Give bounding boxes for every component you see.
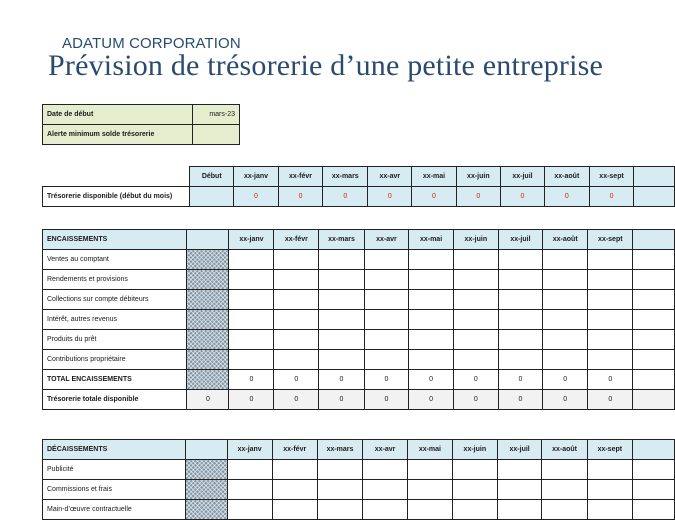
encaissement-label: Collections sur compte débiteurs (43, 290, 187, 310)
encaissement-label: Ventes au comptant (43, 250, 187, 270)
tresorerie-totale-cell: 0 (543, 390, 588, 410)
encaissement-row (43, 310, 675, 330)
encaissements-debut-header (187, 230, 229, 250)
encaissement-debut-cell (187, 310, 229, 330)
decaissement-cell[interactable] (227, 480, 272, 500)
encaissement-cell[interactable] (543, 250, 588, 270)
cash-month-cell[interactable]: 0 (234, 187, 279, 207)
cash-available-row (43, 187, 675, 207)
page-title: Prévision de trésorerie d’une petite entreprise (48, 49, 604, 82)
encaissement-cell[interactable] (633, 350, 675, 370)
total-encaissements-cell: 0 (319, 370, 364, 390)
encaissement-cell[interactable] (633, 330, 675, 350)
decaissement-cell[interactable] (632, 500, 674, 520)
decaissements-month-header: xx-mars (317, 440, 363, 460)
encaissement-row (43, 350, 675, 370)
decaissement-cell[interactable] (272, 460, 317, 480)
encaissement-cell[interactable] (453, 290, 498, 310)
encaissement-cell[interactable] (633, 290, 675, 310)
encaissements-header: ENCAISSEMENTS (43, 230, 187, 250)
encaissement-cell[interactable] (409, 330, 454, 350)
encaissement-cell[interactable] (229, 290, 274, 310)
encaissement-cell[interactable] (364, 350, 409, 370)
encaissement-cell[interactable] (453, 350, 498, 370)
encaissement-cell[interactable] (274, 330, 319, 350)
encaissement-cell[interactable] (229, 310, 274, 330)
encaissement-cell[interactable] (543, 350, 588, 370)
encaissement-row (43, 250, 675, 270)
decaissement-cell[interactable] (317, 500, 363, 520)
cash-month-cell[interactable]: 0 (501, 187, 545, 207)
encaissement-cell[interactable] (453, 310, 498, 330)
decaissements-month-header: xx-sept (587, 440, 632, 460)
debut-header: Début (190, 167, 234, 187)
cash-month-cell-overflow[interactable] (634, 187, 675, 207)
total-encaissements-cell: 0 (364, 370, 409, 390)
decaissement-cell[interactable] (272, 480, 317, 500)
decaissement-cell[interactable] (587, 500, 632, 520)
encaissements-month-header: xx-avr (364, 230, 409, 250)
cash-month-cell[interactable]: 0 (323, 187, 368, 207)
decaissements-debut-header (185, 440, 227, 460)
cash-month-header: xx-juin (456, 167, 500, 187)
start-date-value[interactable]: mars-23 (193, 105, 240, 125)
decaissement-cell[interactable] (363, 500, 408, 520)
encaissements-month-header: xx-juil (498, 230, 542, 250)
encaissement-cell[interactable] (633, 250, 675, 270)
encaissement-cell[interactable] (274, 270, 319, 290)
encaissement-cell[interactable] (274, 350, 319, 370)
decaissement-cell[interactable] (632, 480, 674, 500)
total-encaissements-cell: 0 (229, 370, 274, 390)
cash-month-cell[interactable]: 0 (544, 187, 589, 207)
encaissement-cell[interactable] (633, 310, 675, 330)
decaissement-cell[interactable] (542, 480, 587, 500)
decaissement-cell[interactable] (317, 460, 363, 480)
total-encaissements-cell: 0 (543, 370, 588, 390)
decaissement-cell[interactable] (452, 500, 497, 520)
cash-month-header: xx-juil (501, 167, 545, 187)
decaissement-cell[interactable] (632, 460, 674, 480)
alert-label: Alerte minimum solde trésorerie (43, 125, 193, 145)
encaissement-cell[interactable] (319, 350, 364, 370)
start-date-row (43, 105, 240, 125)
encaissement-row (43, 290, 675, 310)
tresorerie-totale-cell-overflow (633, 390, 675, 410)
encaissement-debut-cell (187, 250, 229, 270)
decaissements-month-header: xx-avr (363, 440, 408, 460)
decaissement-row (43, 500, 675, 520)
encaissement-cell[interactable] (588, 330, 633, 350)
decaissement-cell[interactable] (452, 480, 497, 500)
decaissement-debut-cell (185, 480, 227, 500)
tresorerie-totale-cell: 0 (274, 390, 319, 410)
cash-month-header: xx-mars (323, 167, 368, 187)
cash-month-header: xx-avr (368, 167, 412, 187)
cash-month-cell[interactable]: 0 (278, 187, 322, 207)
decaissement-cell[interactable] (497, 480, 542, 500)
decaissement-cell[interactable] (587, 480, 632, 500)
encaissement-cell[interactable] (364, 270, 409, 290)
encaissement-cell[interactable] (229, 270, 274, 290)
decaissement-cell[interactable] (497, 460, 542, 480)
cash-month-header: xx-août (544, 167, 589, 187)
encaissement-debut-cell (187, 270, 229, 290)
cash-month-header-overflow (634, 167, 675, 187)
encaissement-cell[interactable] (364, 250, 409, 270)
encaissement-cell[interactable] (364, 310, 409, 330)
cash-header-row (43, 167, 675, 187)
decaissements-month-header-overflow (632, 440, 674, 460)
encaissement-cell[interactable] (498, 250, 542, 270)
decaissement-cell[interactable] (272, 500, 317, 520)
tresorerie-totale-debut-cell: 0 (187, 390, 229, 410)
cash-month-header: xx-sept (589, 167, 634, 187)
encaissement-cell[interactable] (409, 250, 454, 270)
encaissement-cell[interactable] (588, 310, 633, 330)
cash-month-cell[interactable]: 0 (412, 187, 456, 207)
encaissement-row (43, 330, 675, 350)
decaissement-row (43, 460, 675, 480)
decaissements-month-header: xx-mai (407, 440, 452, 460)
decaissement-label: Commissions et frais (43, 480, 186, 500)
encaissement-cell[interactable] (543, 290, 588, 310)
encaissement-debut-cell (187, 290, 229, 310)
total-encaissements-cell-overflow (633, 370, 675, 390)
encaissements-month-header: xx-août (543, 230, 588, 250)
total-encaissements-row (43, 370, 675, 390)
encaissement-cell[interactable] (588, 250, 633, 270)
encaissement-label: Intérêt, autres revenus (43, 310, 187, 330)
cash-month-cell[interactable]: 0 (456, 187, 500, 207)
encaissements-month-header: xx-mars (319, 230, 364, 250)
cash-month-header: xx-févr (278, 167, 322, 187)
encaissement-label: Produits du prêt (43, 330, 187, 350)
decaissements-header-row (43, 440, 675, 460)
tresorerie-totale-cell: 0 (229, 390, 274, 410)
encaissements-month-header: xx-mai (409, 230, 454, 250)
encaissement-cell[interactable] (364, 330, 409, 350)
encaissement-cell[interactable] (274, 290, 319, 310)
encaissement-cell[interactable] (498, 310, 542, 330)
encaissement-cell[interactable] (319, 270, 364, 290)
alert-value[interactable] (193, 125, 240, 145)
encaissement-cell[interactable] (498, 270, 542, 290)
total-encaissements-debut-cell (187, 370, 229, 390)
encaissements-month-header: xx-févr (274, 230, 319, 250)
tresorerie-totale-label: Trésorerie totale disponible (43, 390, 187, 410)
decaissement-debut-cell (185, 500, 227, 520)
decaissement-cell[interactable] (227, 460, 272, 480)
encaissement-cell[interactable] (453, 250, 498, 270)
tresorerie-totale-row (43, 390, 675, 410)
encaissement-row (43, 270, 675, 290)
tresorerie-totale-cell: 0 (409, 390, 454, 410)
decaissement-cell[interactable] (407, 480, 452, 500)
total-encaissements-cell: 0 (453, 370, 498, 390)
encaissement-cell[interactable] (543, 330, 588, 350)
empty-header-cell (43, 167, 190, 187)
total-encaissements-cell: 0 (274, 370, 319, 390)
tresorerie-totale-cell: 0 (588, 390, 633, 410)
encaissement-cell[interactable] (409, 290, 454, 310)
encaissements-table (42, 229, 675, 410)
tresorerie-totale-cell: 0 (364, 390, 409, 410)
decaissement-label: Main-d’œuvre contractuelle (43, 500, 186, 520)
total-encaissements-label: TOTAL ENCAISSEMENTS (43, 370, 187, 390)
encaissement-debut-cell (187, 330, 229, 350)
encaissement-cell[interactable] (409, 350, 454, 370)
settings-table (42, 104, 240, 145)
decaissement-cell[interactable] (407, 460, 452, 480)
encaissement-cell[interactable] (453, 270, 498, 290)
cash-month-cell[interactable]: 0 (368, 187, 412, 207)
decaissements-month-header: xx-janv (227, 440, 272, 460)
encaissements-month-header: xx-janv (229, 230, 274, 250)
start-date-label: Date de début (43, 105, 193, 125)
encaissement-cell[interactable] (274, 310, 319, 330)
decaissement-cell[interactable] (542, 460, 587, 480)
encaissement-cell[interactable] (498, 350, 542, 370)
encaissement-cell[interactable] (319, 310, 364, 330)
encaissement-cell[interactable] (319, 250, 364, 270)
cash-month-header: xx-janv (234, 167, 279, 187)
decaissement-cell[interactable] (542, 500, 587, 520)
encaissement-cell[interactable] (409, 310, 454, 330)
decaissements-month-header: xx-juin (452, 440, 497, 460)
encaissements-month-header: xx-juin (453, 230, 498, 250)
encaissement-cell[interactable] (453, 330, 498, 350)
encaissement-cell[interactable] (274, 250, 319, 270)
decaissements-month-header: xx-févr (272, 440, 317, 460)
encaissements-header-row (43, 230, 675, 250)
encaissement-cell[interactable] (319, 330, 364, 350)
cash-month-cell[interactable]: 0 (589, 187, 634, 207)
cash-debut-cell[interactable] (190, 187, 234, 207)
decaissement-cell[interactable] (363, 480, 408, 500)
tresorerie-totale-cell: 0 (319, 390, 364, 410)
tresorerie-totale-cell: 0 (453, 390, 498, 410)
total-encaissements-cell: 0 (588, 370, 633, 390)
decaissement-cell[interactable] (317, 480, 363, 500)
encaissement-cell[interactable] (319, 290, 364, 310)
encaissements-month-header-overflow (633, 230, 675, 250)
encaissement-cell[interactable] (588, 290, 633, 310)
encaissements-month-header: xx-sept (588, 230, 633, 250)
encaissement-cell[interactable] (229, 250, 274, 270)
company-name: ADATUM CORPORATION (62, 35, 241, 52)
decaissements-header: DÉCAISSEMENTS (43, 440, 186, 460)
alert-row (43, 125, 240, 145)
decaissement-cell[interactable] (227, 500, 272, 520)
decaissement-cell[interactable] (407, 500, 452, 520)
encaissement-cell[interactable] (498, 290, 542, 310)
encaissement-cell[interactable] (588, 350, 633, 370)
encaissement-label: Contributions propriétaire (43, 350, 187, 370)
encaissement-cell[interactable] (364, 290, 409, 310)
decaissement-row (43, 480, 675, 500)
decaissements-month-header: xx-juil (497, 440, 542, 460)
tresorerie-totale-cell: 0 (498, 390, 542, 410)
encaissement-label: Rendements et provisions (43, 270, 187, 290)
encaissement-cell[interactable] (409, 270, 454, 290)
decaissement-label: Publicité (43, 460, 186, 480)
cash-available-table (42, 166, 675, 207)
encaissement-cell[interactable] (543, 310, 588, 330)
encaissement-cell[interactable] (588, 270, 633, 290)
decaissements-table (42, 439, 675, 520)
decaissement-cell[interactable] (587, 460, 632, 480)
total-encaissements-cell: 0 (498, 370, 542, 390)
total-encaissements-cell: 0 (409, 370, 454, 390)
decaissement-debut-cell (185, 460, 227, 480)
encaissement-cell[interactable] (543, 270, 588, 290)
cash-month-header: xx-mai (412, 167, 456, 187)
encaissement-cell[interactable] (229, 350, 274, 370)
encaissement-debut-cell (187, 350, 229, 370)
encaissement-cell[interactable] (498, 330, 542, 350)
decaissements-month-header: xx-août (542, 440, 587, 460)
decaissement-cell[interactable] (363, 460, 408, 480)
decaissement-cell[interactable] (497, 500, 542, 520)
encaissement-cell[interactable] (229, 330, 274, 350)
decaissement-cell[interactable] (452, 460, 497, 480)
cash-available-label: Trésorerie disponible (début du mois) (43, 187, 190, 207)
encaissement-cell[interactable] (633, 270, 675, 290)
